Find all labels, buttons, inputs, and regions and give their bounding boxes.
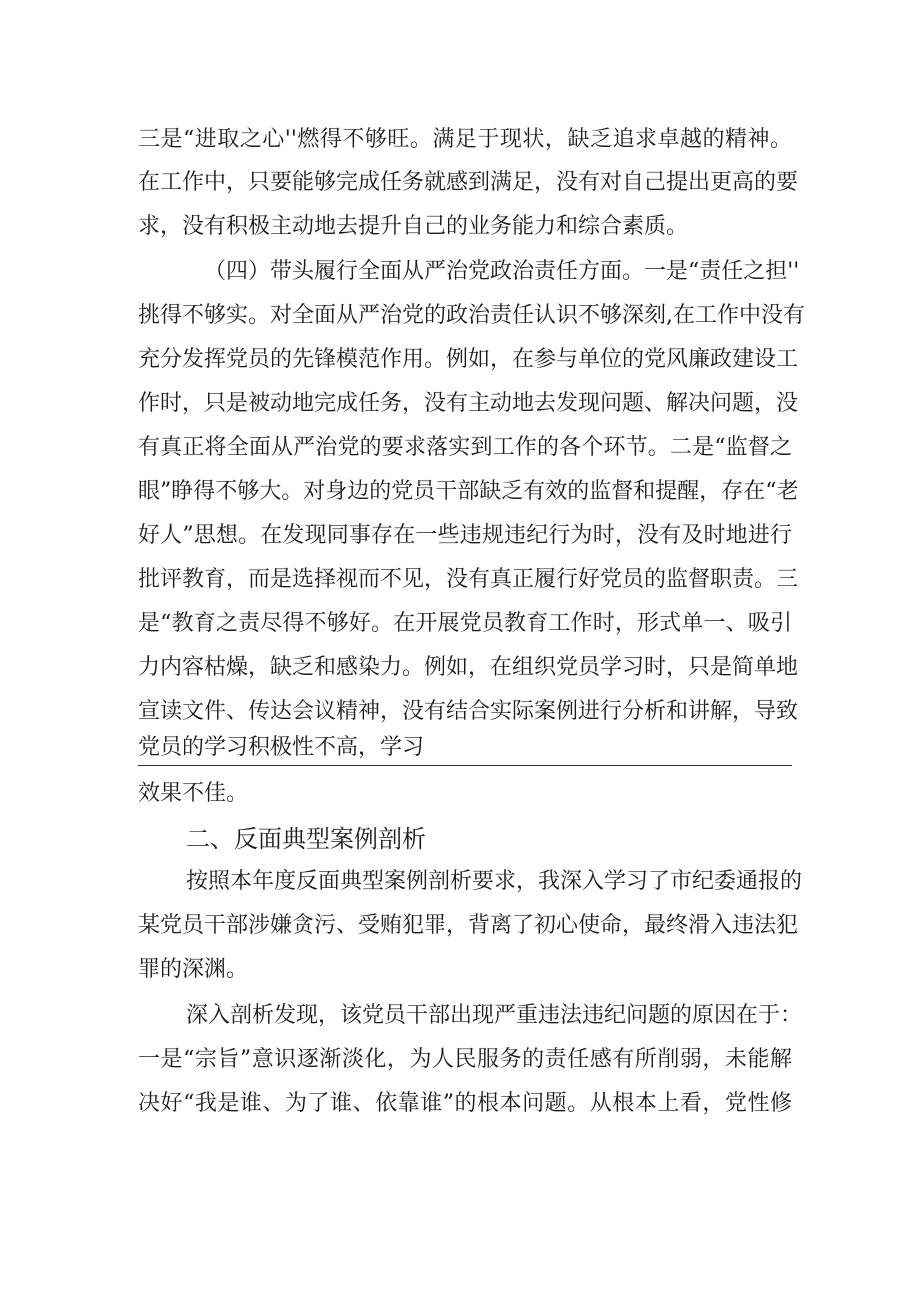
paragraph-line: 求，没有积极主动地去提升自己的业务能力和综合素质。 <box>138 214 689 239</box>
paragraph-line: 按照本年度反面典型案例剖析要求，我深入学习了市纪委通报的 <box>186 869 803 894</box>
paragraph-line: 罪的深渊。 <box>138 957 249 982</box>
paragraph-line: 是“教育之责尽得不够好。在开展党员教育工作时，形式单一、吸引 <box>138 611 792 636</box>
paragraph-line: 效果不佳。 <box>138 781 249 806</box>
horizontal-divider <box>138 765 792 766</box>
paragraph-line: 深入剖析发现，该党员干部出现严重违法违纪问题的原因在于： <box>186 1003 803 1028</box>
paragraph-line: 有真正将全面从严治党的要求落实到工作的各个环节。二是“监督之 <box>138 435 792 460</box>
paragraph-line: 眼”睁得不够大。对身边的党员干部缺乏有效的监督和提醒，存在“老 <box>138 479 799 504</box>
paragraph-line: 力内容枯燥，缺乏和感染力。例如，在组织党员学习时，只是简单地 <box>138 655 799 680</box>
paragraph-line: 充分发挥党员的先锋模范作用。例如，在参与单位的党风廉政建设工 <box>138 347 799 372</box>
paragraph-line: 三是“进取之心''燃得不够旺。满足于现状，缺乏追求卓越的精神。 <box>138 127 792 152</box>
paragraph-line: 宣读文件、传达会议精神，没有结合实际案例进行分析和讲解，导致 <box>138 699 799 724</box>
paragraph-line: 作时，只是被动地完成任务，没有主动地去发现问题、解决问题，没 <box>138 391 799 416</box>
section-heading: 二、反面典型案例剖析 <box>186 825 426 853</box>
paragraph-line: 在工作中，只要能够完成任务就感到满足，没有对自己提出更高的要 <box>138 170 799 195</box>
paragraph-line: 决好“我是谁、为了谁、依靠谁”的根本问题。从根本上看，党性修 <box>138 1091 792 1116</box>
paragraph-line: 一是“宗旨”意识逐渐淡化，为人民服务的责任感有所削弱，未能解 <box>138 1047 792 1072</box>
paragraph-line: 批评教育，而是选择视而不见，没有真正履行好党员的监督职责。三 <box>138 567 799 592</box>
paragraph-line: （四）带头履行全面从严治党政治责任方面。一是“责任之担'' <box>204 259 800 284</box>
paragraph-line: 党员的学习积极性不高，学习 <box>138 735 425 760</box>
paragraph-line: 好人”思想。在发现同事存在一些违规违纪行为时，没有及时地进行 <box>138 523 792 548</box>
paragraph-line: 某党员干部涉嫌贪污、受贿犯罪，背离了初心使命，最终滑入违法犯 <box>138 913 799 938</box>
paragraph-line: 挑得不够实。对全面从严治党的政治责任认识不够深刻,在工作中没有 <box>138 303 805 328</box>
